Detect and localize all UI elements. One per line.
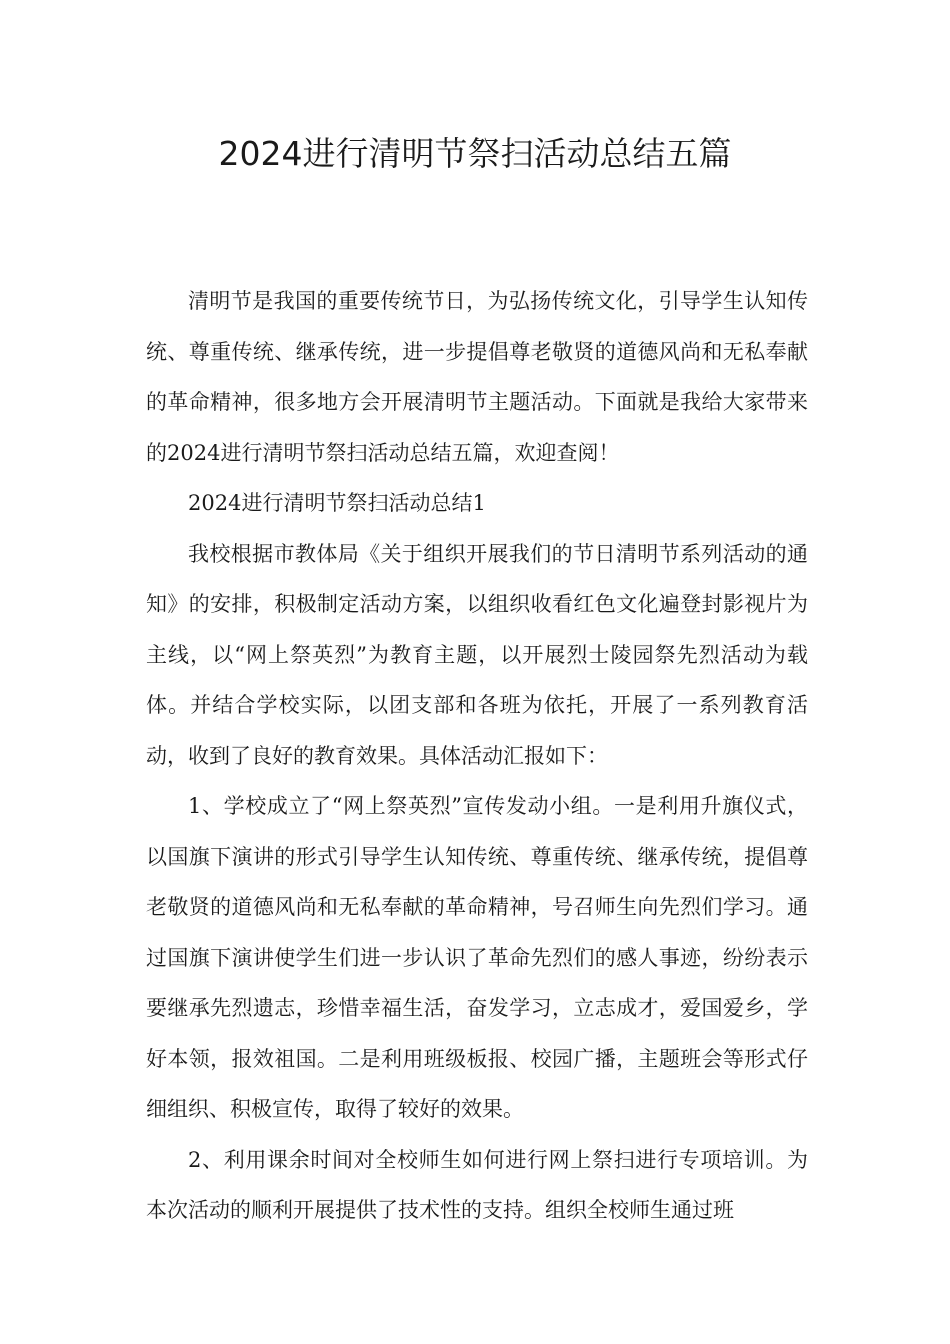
document-title: 2024进行清明节祭扫活动总结五篇 [218,134,732,173]
body-paragraph: 我校根据市教体局《关于组织开展我们的节日清明节系列活动的通知》的安排，积极制定活动方案，以组织收看红色文化遍登封影视片为主线，以“网上祭英烈”为教育主题，以开展烈士陵园祭先烈活动为载体。并结合学校实际，以团支部和各班为依托，开展了一系列教育活动，收到了良好的教育效果。具体活动汇报如下： [146,541,808,768]
body-paragraph: 2、利用课余时间对全校师生如何进行网上祭扫进行专项培训。为本次活动的顺利开展提供了技术性的支持。组织全校师生通过班 [146,1147,808,1222]
section-heading-1: 2024进行清明节祭扫活动总结1 [188,491,486,515]
document-body [146,276,808,1236]
intro-paragraph: 清明节是我国的重要传统节日，为弘扬传统文化，引导学生认知传统、尊重传统、继承传统，进一步提倡尊老敬贤的道德风尚和无私奉献的革命精神，很多地方会开展清明节主题活动。下面就是我给大家带来的2024进行清明节祭扫活动总结五篇，欢迎查阅！ [146,289,808,465]
body-paragraph: 1、学校成立了“网上祭英烈”宣传发动小组。一是利用升旗仪式，以国旗下演讲的形式引导学生认知传统、尊重传统、继承传统，提倡尊老敬贤的道德风尚和无私奉献的革命精神，号召师生向先烈们学习。通过国旗下演讲使学生们进一步认识了革命先烈们的感人事迹，纷纷表示要继承先烈遗志，珍惜幸福生活，奋发学习，立志成才，爱国爱乡，学好本领，报效祖国。二是利用班级板报、校园广播，主题班会等形式仔细组织、积极宣传，取得了较好的效果。 [146,794,808,1121]
